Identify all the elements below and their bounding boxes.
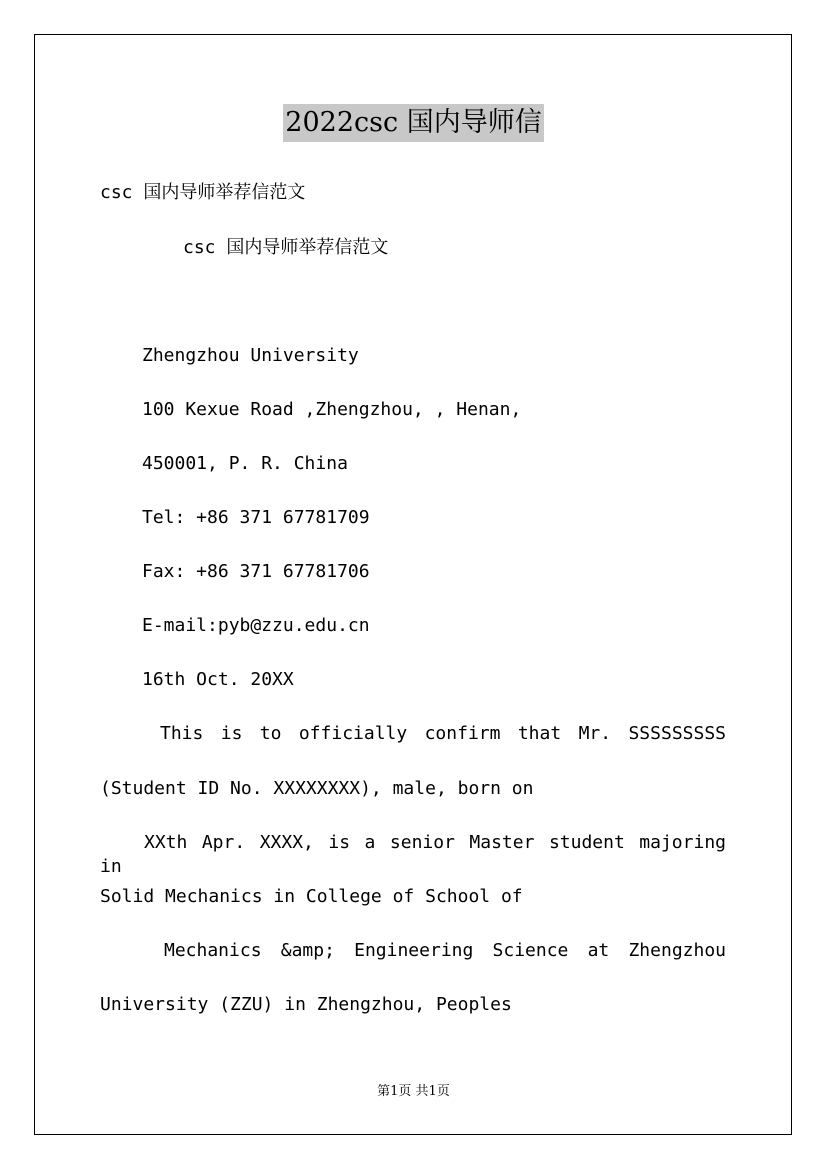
body-line-3-text: XXth Apr. XXXX, is a senior Master student majoring in	[100, 832, 726, 877]
address-postal: 450001, P. R. China	[142, 453, 348, 474]
body-line-2: (Student ID No. XXXXXXXX), male, born on	[100, 778, 534, 799]
body-line-3	[100, 831, 726, 879]
address-institution: Zhengzhou University	[142, 345, 359, 366]
address-street: 100 Kexue Road ,Zhengzhou, , Henan,	[142, 399, 522, 420]
body-line-6: University (ZZU) in Zhengzhou, Peoples	[100, 994, 512, 1015]
subheading-2: csc 国内导师举荐信范文	[183, 237, 389, 258]
title-container	[0, 104, 827, 142]
address-email: E-mail:pyb@zzu.edu.cn	[142, 615, 370, 636]
body-line-4: Solid Mechanics in College of School of	[100, 886, 523, 907]
document-title: 2022csc 国内导师信	[283, 104, 543, 142]
subheading-1: csc 国内导师举荐信范文	[100, 182, 306, 203]
page-footer: 第1页 共1页	[377, 1084, 450, 1099]
body-line-5-text: Mechanics &amp; Engineering Science at Zhengzhou	[164, 940, 726, 961]
body-line-1	[100, 722, 726, 746]
body-line-5	[100, 939, 726, 963]
address-fax: Fax: +86 371 67781706	[142, 561, 370, 582]
body-line-1-text: This is to officially confirm that Mr. SSSSSSSSS	[160, 723, 726, 744]
address-tel: Tel: +86 371 67781709	[142, 507, 370, 528]
letter-date: 16th Oct. 20XX	[142, 669, 294, 690]
